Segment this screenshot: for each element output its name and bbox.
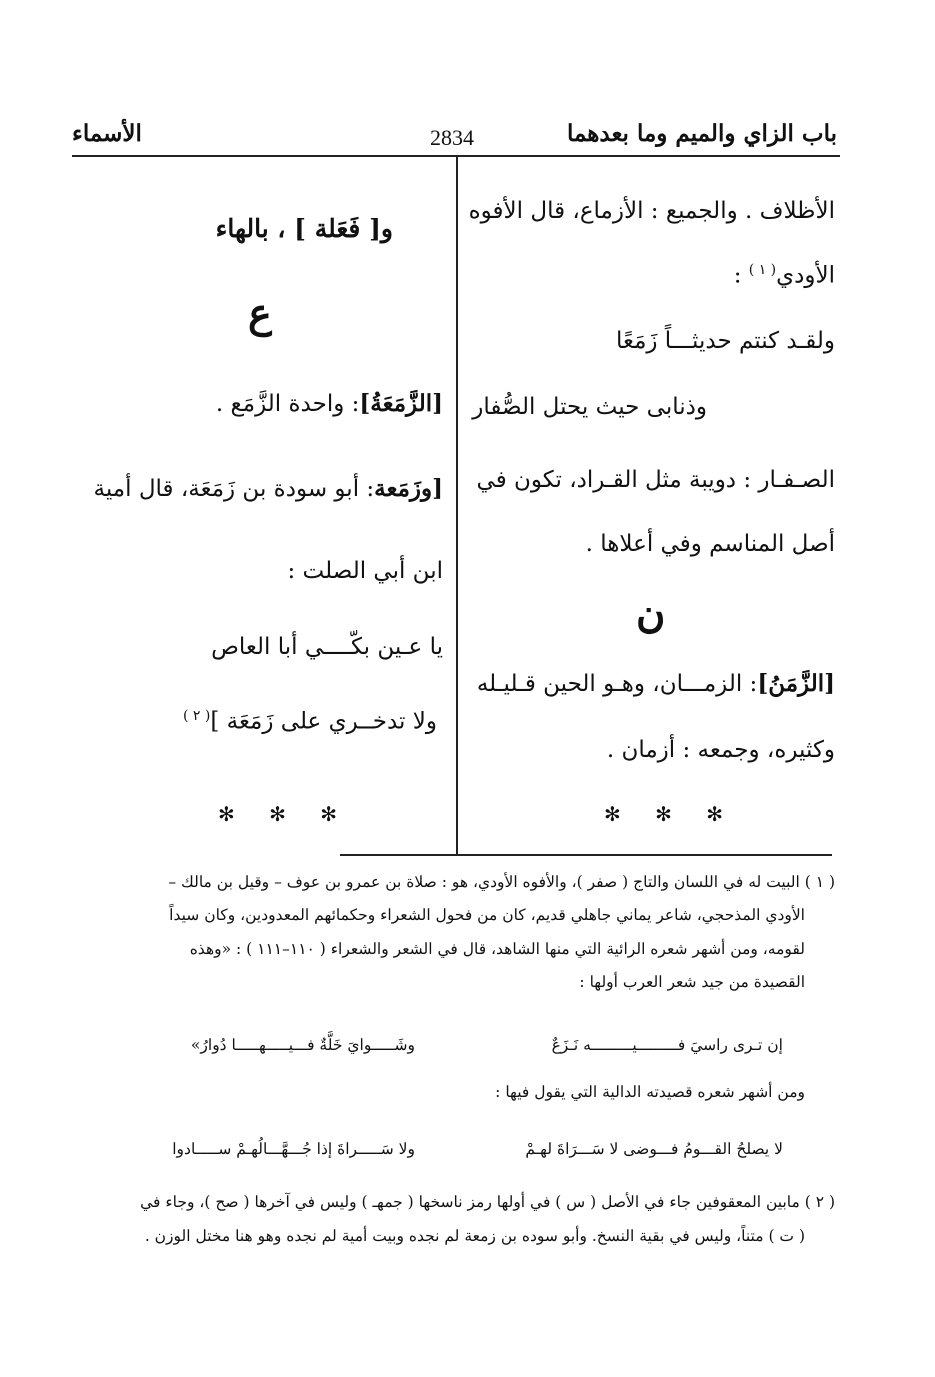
footnote-1-line-1: ( ١ ) البيت له في اللسان والتاج ( صفر )، والأفوه الأودي، هو : صلاة بن عمرو بن عوف – وقيل بن مالك – — [168, 873, 835, 891]
column-divider — [456, 157, 458, 855]
footnote-1-line-4: القصيدة من جيد شعر العرب أولها : — [579, 973, 805, 991]
colon: : — [733, 262, 749, 289]
entry-zamaa-name — [94, 475, 443, 502]
right-line-3: الصـفـار : دويبة مثل القـراد، تكون في — [476, 467, 835, 493]
entry-headword: [الزَّمَعَةُ] — [359, 390, 443, 417]
running-title: باب الزاي والميم وما بعدهما — [566, 120, 837, 147]
footnote-1-line-5: ومن أشهر شعره قصيدته الدالية التي يقول فيها : — [495, 1083, 805, 1101]
poet-name: الأودي — [776, 262, 835, 289]
page-number: 2834 — [430, 125, 474, 150]
footnote-1-line-3: لقومه، ومن أشهر شعره الرائية التي منها الشاهد، قال في الشعر والشعراء ( ١١٠–١١١ ) : «وهذه — [189, 940, 805, 958]
right-line-1: الأظلاف . والجميع : الأزماع، قال الأفوه — [468, 198, 835, 224]
entry-zaman — [477, 670, 835, 697]
right-line-4: أصل المناسم وفي أعلاها . — [585, 531, 835, 557]
left-verse-1: يا عـين بكّــــي أبا العاص — [211, 634, 443, 660]
entry-definition: : واحدة الزَّمَع . — [215, 391, 360, 417]
verse-text: ولا تدخــري على زَمَعَة ] — [210, 708, 437, 735]
footnote-ref-2: ( ٢ ) — [182, 708, 211, 724]
right-line-2 — [734, 262, 835, 289]
section-title: الأسماء — [72, 120, 142, 147]
entry-definition: : أبو سودة بن زَمَعَة، قال أمية — [93, 476, 375, 502]
left-heading: و[ فَعَلة ] ، بالهاء — [215, 214, 393, 243]
section-separator-stars: ✻ ✻ ✻ — [604, 802, 737, 826]
verse-line-2: وذنابى حيث يحتل الصُّفار — [472, 394, 707, 420]
footnote-poem-1-second-hemistich: وشَـــــوايَ خَلَّةٌ فـــيـــــهـــــا دُوارُ» — [190, 1036, 415, 1054]
verse-line-1: ولقـد كنتم حديثـــاً زَمَعًا — [615, 328, 835, 354]
footnote-2-line-1: ( ٢ ) مابين المعقوفين جاء في الأصل ( س ) في أولها رمز ناسخها ( جمهـ ) وليس في آخرها ( صح )، وجاء في — [140, 1193, 835, 1211]
right-line-5: وكثيره، وجمعه : أزمان . — [606, 737, 835, 763]
section-separator-stars: ✻ ✻ ✻ — [218, 802, 351, 826]
footnote-ref-1: ( ١ ) — [748, 262, 777, 278]
section-letter-ayn: ع — [248, 290, 272, 337]
left-verse-2 — [183, 708, 437, 735]
left-line-3: ابن أبي الصلت : — [287, 558, 443, 584]
section-letter-nun: ن — [636, 590, 666, 637]
footnote-1-line-2: الأودي المذحجي، شاعر يماني جاهلي قديم، كان من فحول الشعراء وحكمائهم المعدودين، وكان سيداً — [169, 906, 805, 924]
footnote-poem-1-first-hemistich: إن تـرى راسيَ فـــــــــيـــــــــه نَـزَعٌ — [551, 1036, 783, 1054]
entry-zamaa — [216, 390, 443, 417]
entry-headword: [وزَمَعة — [374, 475, 443, 502]
footnote-poem-2-first-hemistich: لا يصلحُ القـــومُ فـــوضى لا سَـــرَاةَ لهـمْ — [525, 1140, 783, 1158]
footnote-poem-2-second-hemistich: ولا سَـــــراةَ إذا جُـــهَّـــالُهـمْ ســـــادوا — [172, 1140, 415, 1158]
footnote-2-line-2: ( ت ) متناً، وليس في بقية النسخ. وأبو سوده بن زمعة لم نجده وبيت أمية لم نجده وهو هنا مختل الوزن . — [144, 1227, 805, 1245]
entry-headword: [الزَّمَنُ] — [757, 670, 835, 697]
footnote-rule — [340, 854, 832, 856]
entry-definition: : الزمـــان، وهـو الحين قـليـله — [476, 671, 758, 697]
